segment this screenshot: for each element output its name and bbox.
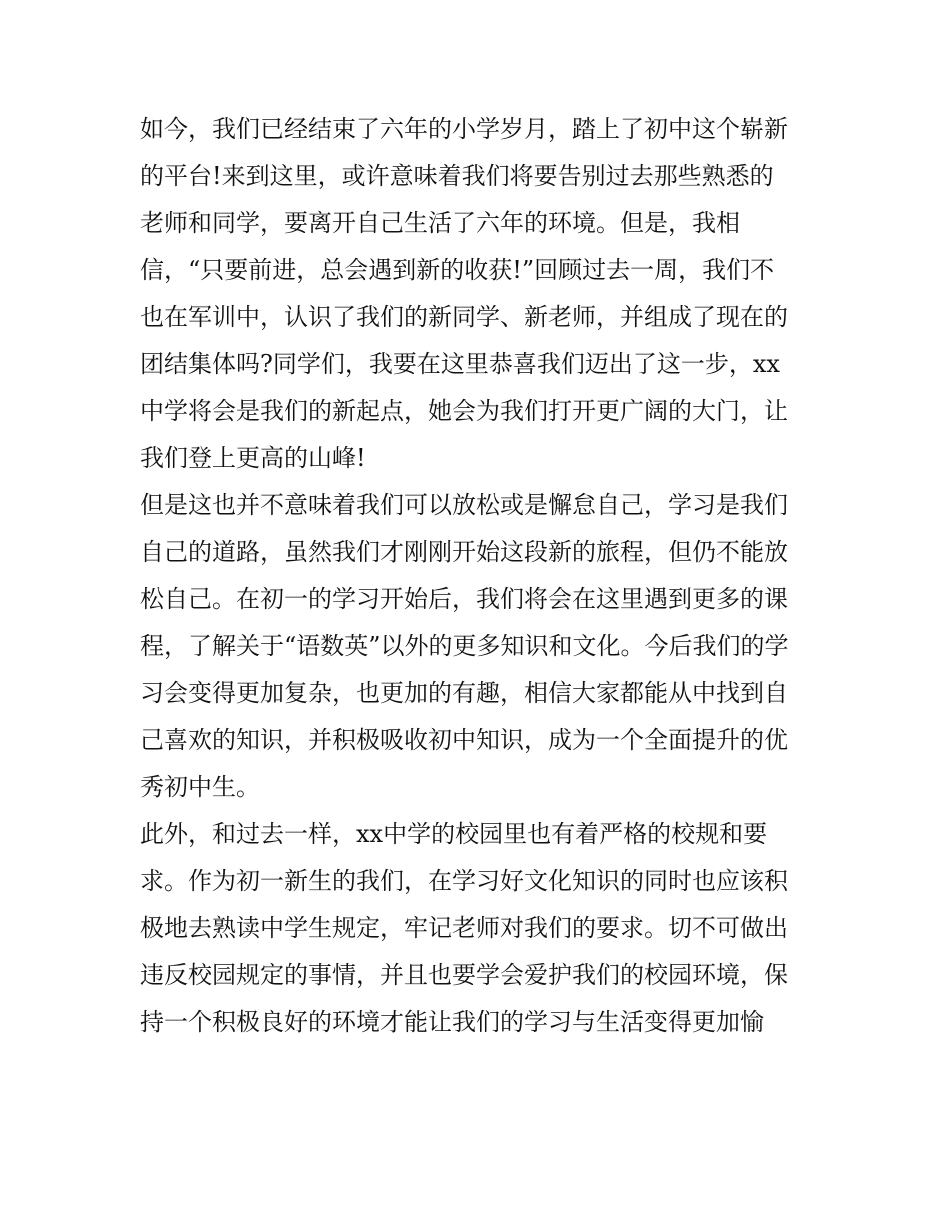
text-line: 信，“只要前进，总会遇到新的收获!”回顾过去一周，我们不 — [140, 256, 775, 284]
text-line: 老师和同学，要离开自己生活了六年的环境。但是，我相 — [140, 209, 740, 237]
text-line: 但是这也并不意味着我们可以放松或是懈怠自己，学习是我们 — [140, 491, 788, 519]
text-line: 松自己。在初一的学习开始后，我们将会在这里遇到更多的课 — [140, 585, 788, 613]
text-line: 极地去熟读中学生规定，牢记老师对我们的要求。切不可做出 — [140, 914, 788, 942]
text-line: 己喜欢的知识，并积极吸收初中知识，成为一个全面提升的优 — [140, 726, 788, 754]
text-line: 习会变得更加复杂，也更加的有趣，相信大家都能从中找到自 — [140, 679, 788, 707]
document-body — [140, 106, 820, 1046]
text-line: 如今，我们已经结束了六年的小学岁月，踏上了初中这个崭新 — [140, 115, 788, 143]
text-line: 违反校园规定的事情，并且也要学会爱护我们的校园环境，保 — [140, 961, 788, 989]
paragraph-3 — [140, 811, 820, 1046]
text-line: 团结集体吗?同学们，我要在这里恭喜我们迈出了这一步，xx — [140, 350, 780, 378]
paragraph-1 — [140, 106, 820, 482]
text-line: 此外，和过去一样，xx中学的校园里也有着严格的校规和要 — [140, 820, 768, 848]
text-line: 自己的道路，虽然我们才刚刚开始这段新的旅程，但仍不能放 — [140, 538, 788, 566]
text-line: 程，了解关于“语数英”以外的更多知识和文化。今后我们的学 — [140, 632, 789, 660]
text-line: 也在军训中，认识了我们的新同学、新老师，并组成了现在的 — [140, 303, 788, 331]
text-line: 的平台!来到这里，或许意味着我们将要告别过去那些熟悉的 — [140, 162, 774, 190]
text-line: 我们登上更高的山峰! — [140, 444, 366, 472]
text-line: 求。作为初一新生的我们，在学习好文化知识的同时也应该积 — [140, 867, 788, 895]
text-line: 秀初中生。 — [140, 773, 260, 801]
text-line: 中学将会是我们的新起点，她会为我们打开更广阔的大门，让 — [140, 397, 788, 425]
text-line: 持一个积极良好的环境才能让我们的学习与生活变得更加愉 — [140, 1008, 764, 1036]
paragraph-2 — [140, 482, 820, 811]
